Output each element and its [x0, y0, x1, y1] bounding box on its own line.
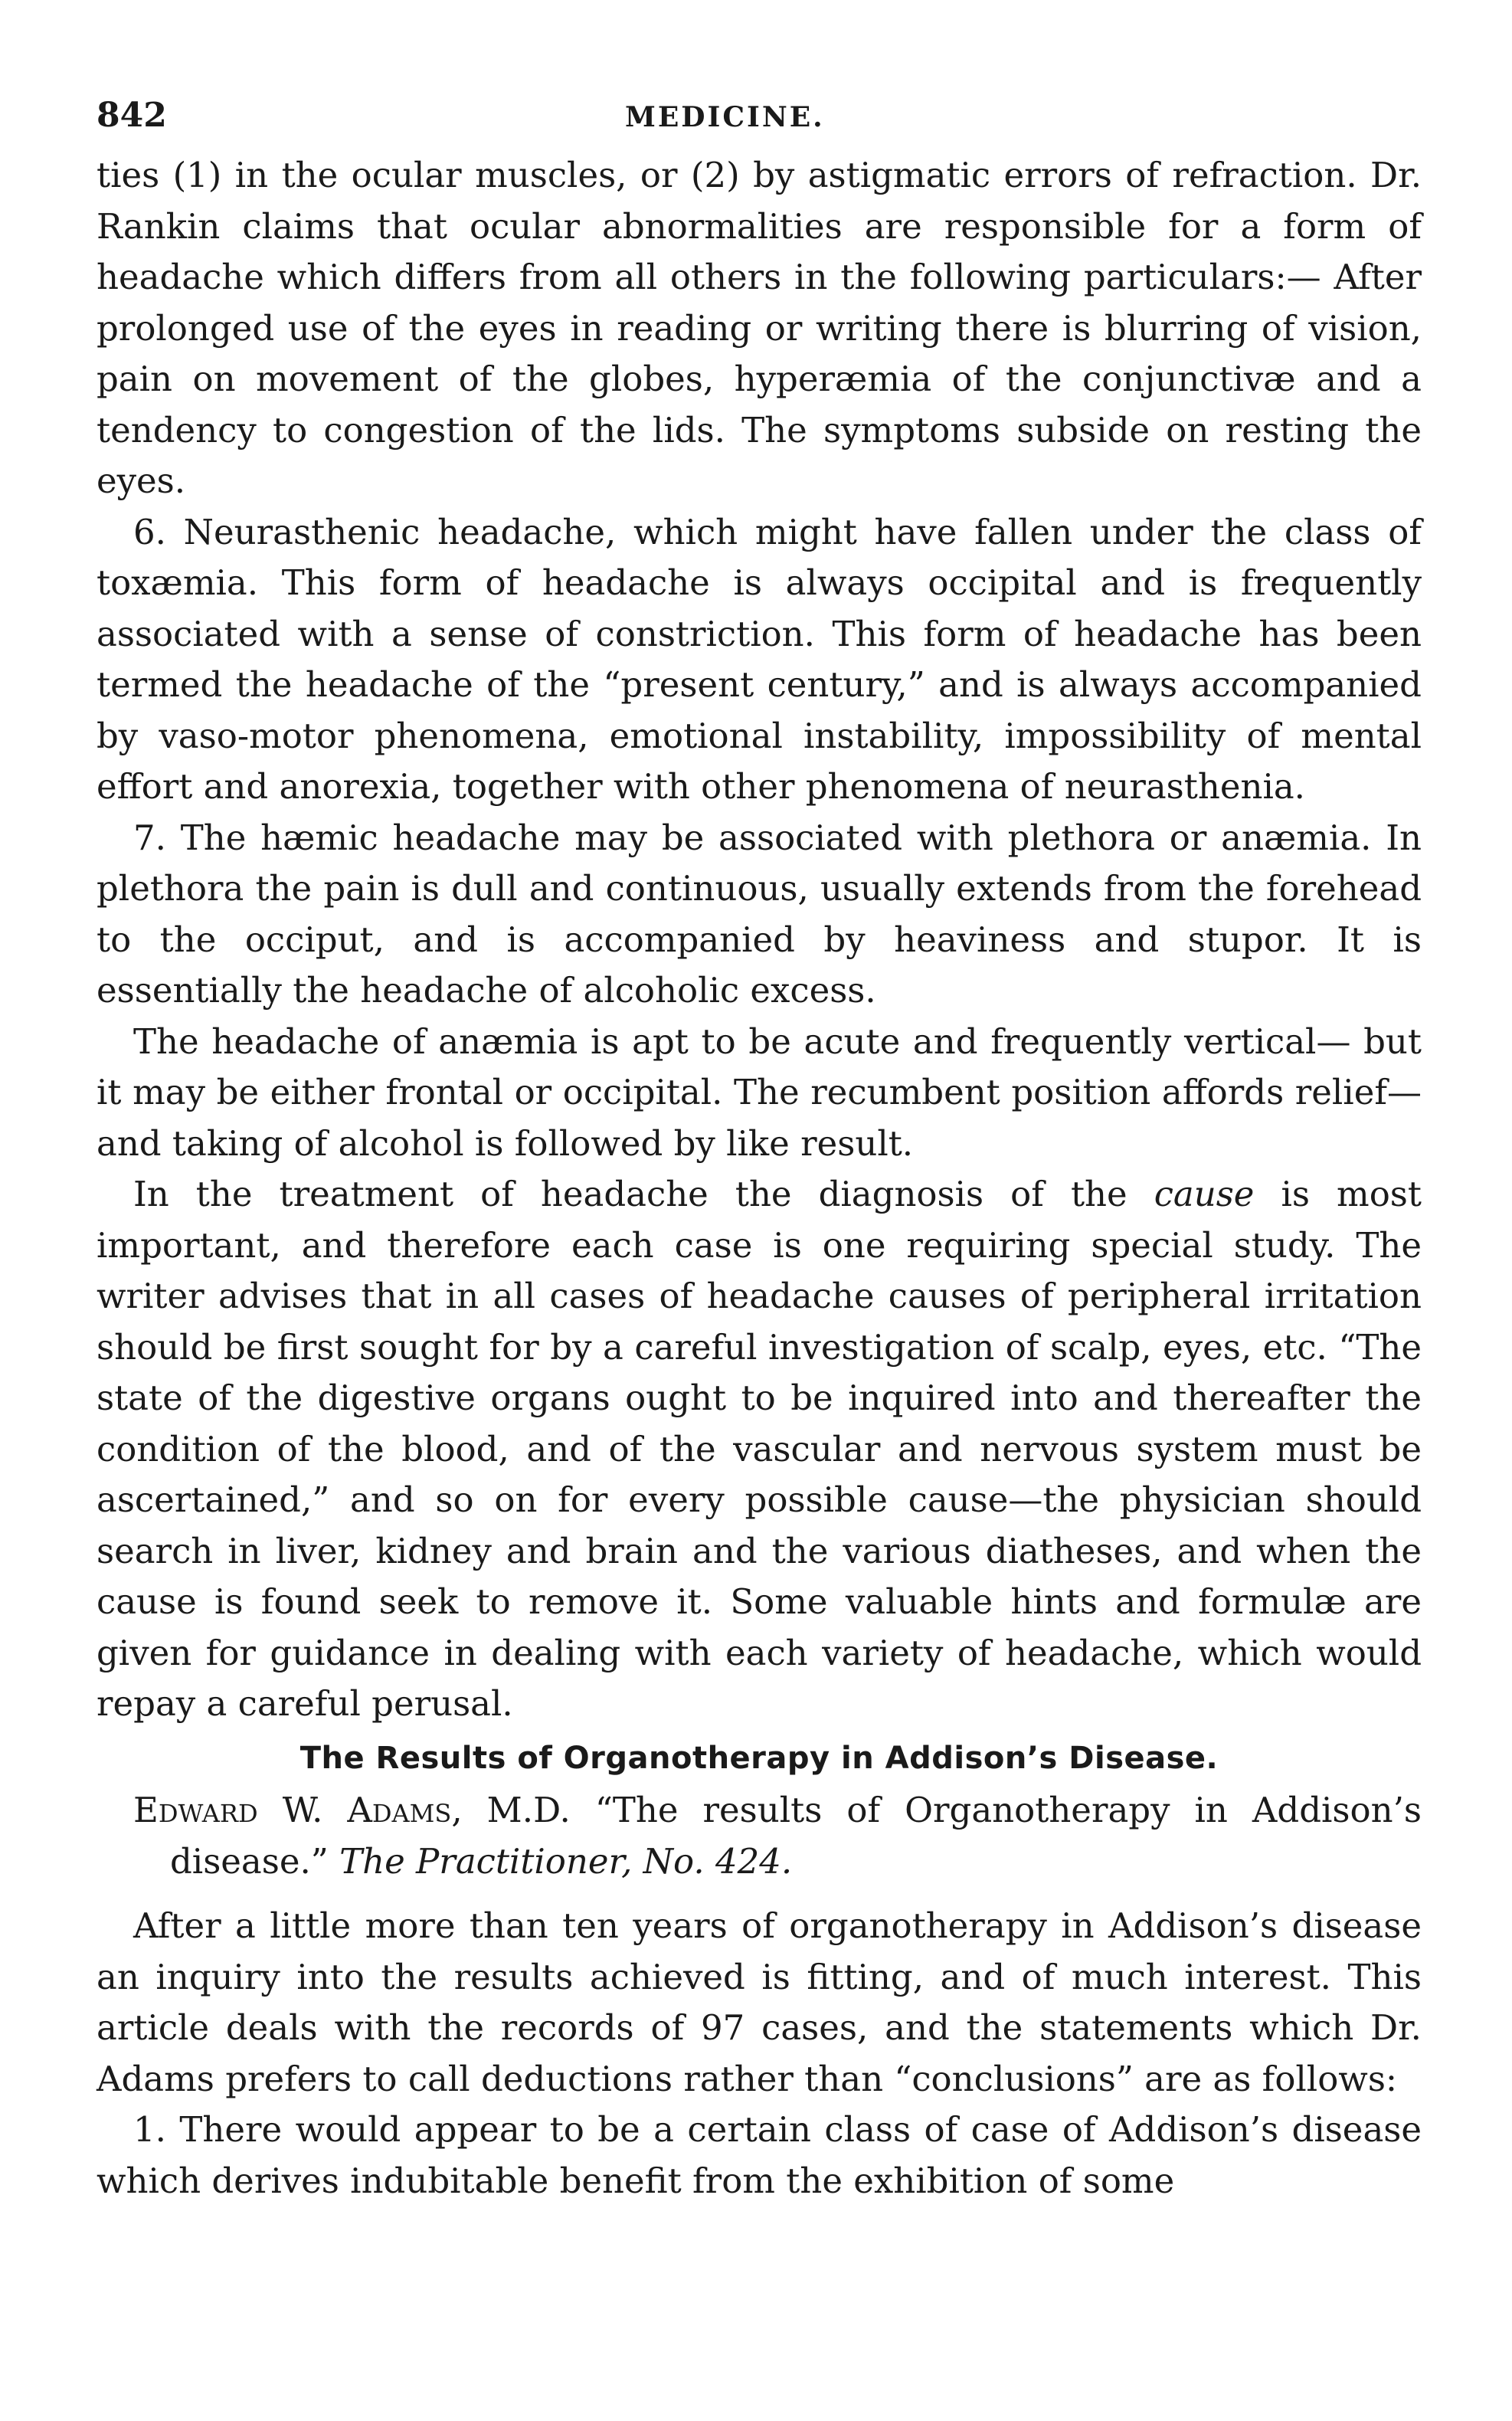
paragraph-addison-point-1: 1. There would appear to be a certain class of case of Addison’s disease which derives indubitable benefit from the exhibition of some — [97, 2109, 1422, 2201]
section-heading: The Results of Organotherapy in Addison’s Disease. — [299, 1740, 1219, 1776]
paragraph-haemic: 7. The hæmic headache may be associated with plethora or anæmia. In plethora the pain is dull and continuous, usually extends from the forehead to the occiput, and is accompanied by heaviness and stupor. It is essentially the headache of alcoholic excess. — [97, 817, 1422, 1011]
treatment-emphasis: cause — [1154, 1174, 1255, 1214]
treatment-text-start: In the treatment of headache the diagnosis of the — [133, 1174, 1154, 1214]
paragraph-neurasthenic: 6. Neurasthenic headache, which might have fallen under the class of toxæmia. This form of headache is always occipital and is frequently associated with a sense of constriction. This form of headache has been termed the headache of the “present century,” and is always accompanied by vaso-motor phenomena, emotional instability, impossibility of mental effort and anorexia, together with other phenomena of neurasthenia. — [97, 511, 1422, 807]
book-page — [97, 90, 1422, 2206]
citation-title: “The results of Organotherapy in Addison’s disease.” — [170, 1790, 1422, 1882]
paragraph-anaemia: The headache of anæmia is apt to be acute and frequently vertical— but it may be either frontal or occipital. The recumbent position affords relief—and taking of alcohol is followed by like result. — [97, 1020, 1422, 1164]
paragraph-ocular: ties (1) in the ocular muscles, or (2) by astigmatic errors of refraction. Dr. Rankin claims that ocular abnormalities are responsible for a form of headache which differs from all others in the following particulars:— After prolonged use of the eyes in reading or writing there is blurring of vision, pain on movement of the globes, hyperæmia of the conjunctivæ and a tendency to congestion of the lids. The symptoms subside on resting the eyes. — [97, 155, 1422, 501]
paragraph-addison-intro: After a little more than ten years of organotherapy in Addison’s disease an inquiry into the results achieved is fitting, and of much interest. This article deals with the records of 97 cases, and the statements which Dr. Adams prefers to call deductions rather than “conclusions” are as follows: — [97, 1905, 1422, 2099]
citation-journal: The Practitioner, No. 424. — [339, 1840, 793, 1882]
citation-author: Edward W. Adams, M.D. — [133, 1790, 571, 1830]
citation — [97, 1785, 1422, 1887]
running-title: MEDICINE. — [625, 101, 825, 133]
treatment-text-end: is most important, and therefore each case is one requiring special study. The writer advises that in all cases of headache causes of peripheral irritation should be first sought for by a careful investigation of scalp, eyes, etc. “The state of the digestive organs ought to be inquired into and thereafter the condition of the blood, and of the vascular and nervous system must be ascertained,” and so on for every possible cause—the physician should search in liver, kidney and brain and the various diatheses, and when the cause is found seek to remove it. Some valuable hints and formulæ are given for guidance in dealing with each variety of headache, which would repay a careful perusal. — [97, 1174, 1422, 1724]
running-head — [97, 90, 1422, 136]
paragraph-treatment — [97, 1169, 1422, 1730]
page-number: 842 — [97, 96, 167, 135]
